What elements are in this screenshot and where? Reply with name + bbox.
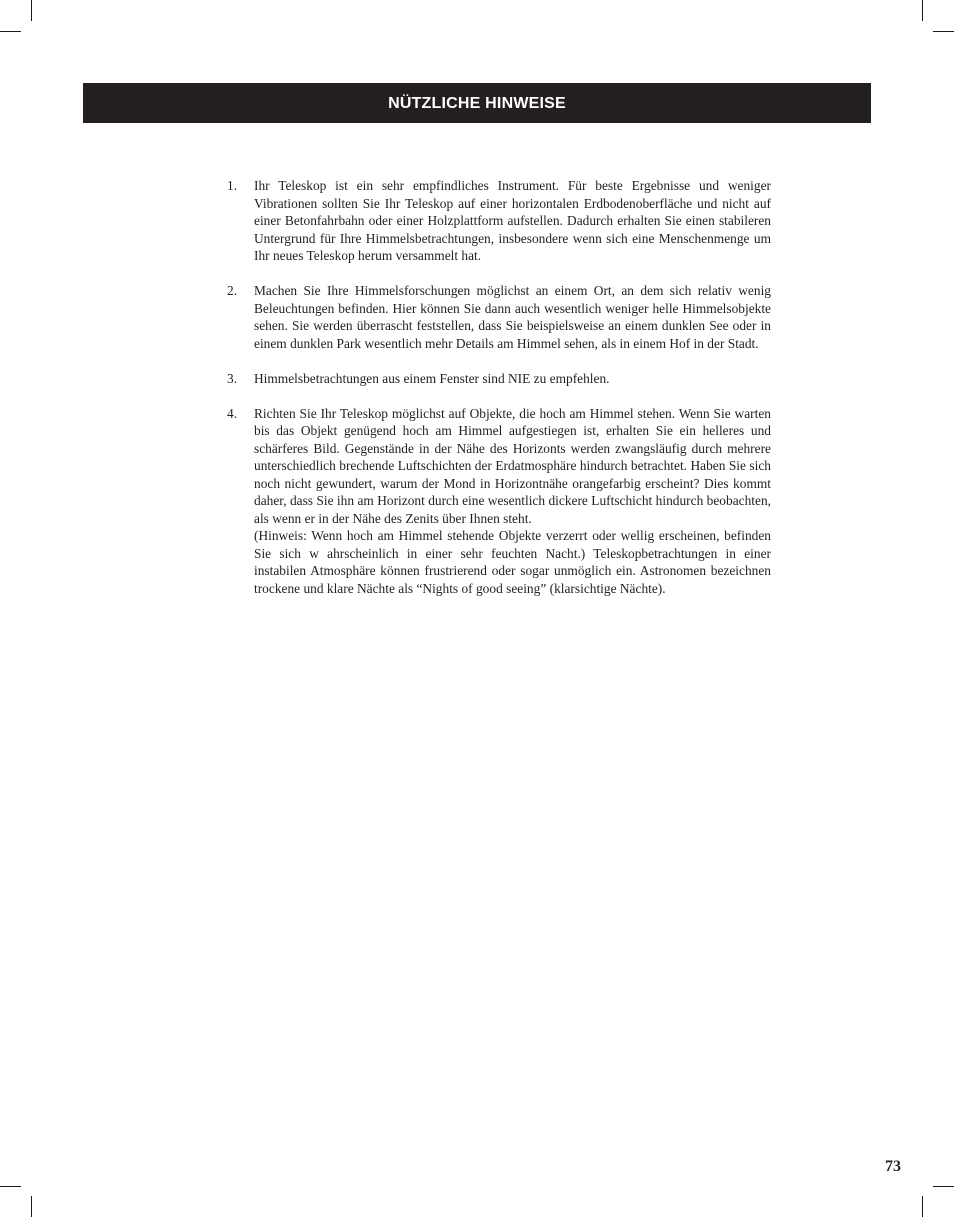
crop-mark bbox=[0, 31, 21, 32]
list-item-text: Himmelsbetrachtungen aus einem Fenster sind NIE zu empfehlen. bbox=[254, 370, 610, 386]
crop-mark bbox=[933, 1186, 954, 1187]
crop-mark bbox=[922, 1196, 923, 1217]
list-item-body bbox=[254, 405, 771, 598]
list-item-text: Richten Sie Ihr Teleskop möglichst auf Objekte, die hoch am Himmel stehen. Wenn Sie warten bis das Objekt genügend hoch am Himmel aufgestiegen ist, erhalten Sie ein helleres und schärferes Bild. Gegenstände in der Nähe des Horizonts werden zwangsläufig durch mehrere unterschiedlich brechende Luftschichten der Erdatmosphäre hindurch betrachtet. Haben Sie sich noch nicht gewundert, warum der Mond in Horizontnähe orangefarbig erscheint? Dies kommt daher, dass Sie ihn am Horizont durch eine wesentlich dickere Luftschicht hindurch beobachten, als wenn er in der Nähe des Zenits über Ihnen steht. bbox=[254, 405, 771, 526]
page-number: 73 bbox=[885, 1158, 901, 1175]
list-item bbox=[227, 282, 771, 352]
list-item bbox=[227, 405, 771, 598]
list-item bbox=[227, 177, 771, 265]
section-header-bar bbox=[83, 83, 871, 123]
list-item-number: 2. bbox=[227, 283, 238, 298]
list-item-body bbox=[254, 177, 771, 265]
list-item-text: Ihr Teleskop ist ein sehr empfindliches Instrument. Für beste Ergebnisse und weniger Vibrationen sollten Sie Ihr Teleskop auf einer horizontalen Erdbodenoberfläche und nicht auf einer Betonfahrbahn oder einer Holzplattform aufstellen. Dadurch erhalten Sie einen stabileren Untergrund für Ihre Himmelsbetrachtungen, insbesondere wenn sich eine Menschenmenge um Ihr neues Teleskop herum versammelt hat. bbox=[254, 178, 771, 263]
crop-mark bbox=[922, 0, 923, 21]
list-item-number: 1. bbox=[227, 178, 238, 193]
list-item-note: (Hinweis: Wenn hoch am Himmel stehende Objekte verzerrt oder wellig erscheinen, befinden Sie sich w ahrscheinlich in einer sehr feuchten Nacht.) Teleskopbetrachtungen in einer instabilen Atmosphäre können frustrierend oder sogar unmöglich ein. Astronomen bezeichnen trockene und klare Nächte als “Nights of good seeing” (klarsichtige Nächte). bbox=[254, 528, 771, 596]
crop-mark bbox=[933, 31, 954, 32]
hints-list bbox=[227, 177, 771, 615]
list-item-body bbox=[254, 282, 771, 352]
list-item-text: Machen Sie Ihre Himmelsforschungen möglichst an einem Ort, an dem sich relativ wenig Beleuchtungen befinden. Hier können Sie dann auch wesentlich weniger helle Himmelsobjekte sehen. Sie werden überrascht feststellen, dass Sie beispielsweise an einem dunklen See oder in einem dunklen Park wesentlich mehr Details am Himmel sehen, als in einem Hof in der Stadt. bbox=[254, 283, 771, 351]
list-item-body bbox=[254, 370, 771, 388]
crop-mark bbox=[0, 1186, 21, 1187]
section-title: NÜTZLICHE HINWEISE bbox=[388, 95, 566, 112]
list-item bbox=[227, 370, 771, 388]
crop-mark bbox=[31, 0, 32, 21]
list-item-number: 3. bbox=[227, 370, 238, 386]
list-item-number: 4. bbox=[227, 405, 238, 421]
crop-mark bbox=[31, 1196, 32, 1217]
